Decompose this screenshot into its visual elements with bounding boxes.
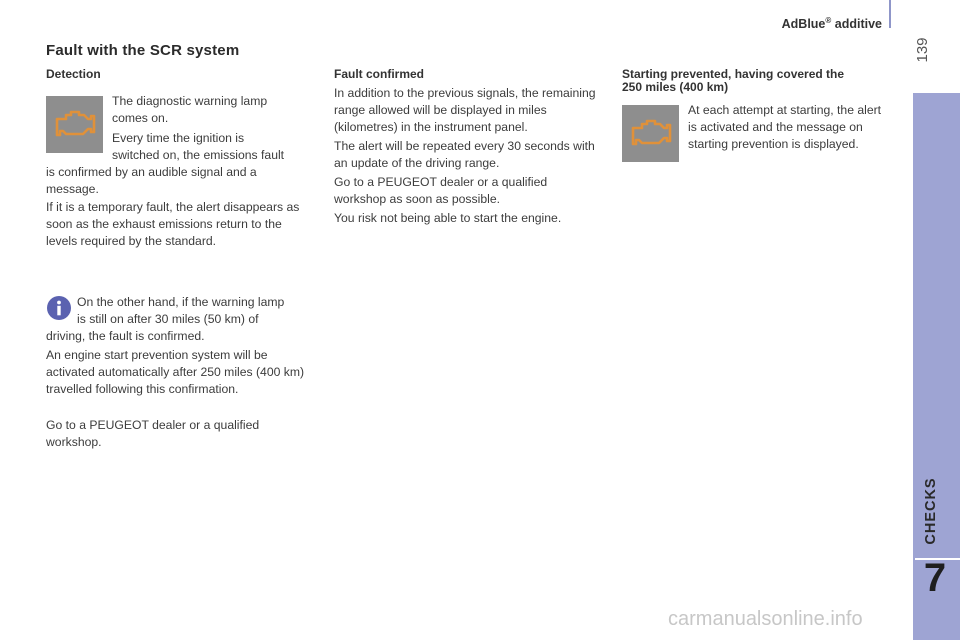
starting-prevented-paragraph: At each attempt at starting, the alert is activated and the message on starting prevention is displayed. — [688, 103, 882, 151]
detection-paragraph-2a: Every time the ignition is — [112, 131, 245, 145]
fault-confirmed-heading: Fault confirmed — [334, 67, 425, 81]
chapter-tab-label: CHECKS — [923, 477, 939, 545]
detection-heading: Detection — [46, 67, 101, 81]
engine-warning-icon — [622, 105, 679, 162]
fault-confirmed-paragraph-2: The alert will be repeated every 30 seconds with an update of the driving range. — [334, 139, 595, 170]
detection-paragraph-3: If it is a temporary fault, the alert disappears as soon as the exhaust emissions return to the levels required by the standard. — [46, 200, 300, 248]
detection-paragraph-1: The diagnostic warning lamp comes on. — [112, 94, 268, 125]
info-paragraph-1c: driving, the fault is confirmed. — [46, 329, 205, 343]
starting-prevented-heading-b: 250 miles (400 km) — [622, 80, 729, 94]
detection-paragraph-2b: switched on, the emissions fault — [112, 148, 285, 162]
chapter-number: 7 — [923, 556, 947, 600]
running-title: AdBlue® additive — [781, 16, 882, 32]
watermark: carmanualsonline.info — [668, 608, 863, 630]
engine-warning-icon — [46, 96, 103, 153]
info-paragraph-1b: is still on after 30 miles (50 km) of — [77, 312, 259, 326]
info-paragraph-3: Go to a PEUGEOT dealer or a qualified workshop. — [46, 418, 260, 449]
page-number: 139 — [914, 37, 931, 63]
info-paragraph-1a: On the other hand, if the warning lamp — [77, 295, 285, 309]
info-paragraph-2: An engine start prevention system will be activated automatically after 250 miles (400 km) travelled following this confirmation. — [46, 348, 305, 396]
fault-confirmed-paragraph-1: In addition to the previous signals, the remaining range allowed will be displayed in miles (kilometres) in the instrument panel. — [334, 86, 596, 134]
starting-prevented-heading-a: Starting prevented, having covered the — [622, 67, 845, 81]
section-title: Fault with the SCR system — [46, 42, 240, 59]
detection-paragraph-2c: is confirmed by an audible signal and a message. — [46, 165, 257, 196]
fault-confirmed-paragraph-4: You risk not being able to start the engine. — [334, 211, 562, 225]
fault-confirmed-paragraph-3: Go to a PEUGEOT dealer or a qualified workshop as soon as possible. — [334, 175, 548, 206]
info-icon — [46, 295, 72, 321]
header-rule — [889, 0, 891, 28]
